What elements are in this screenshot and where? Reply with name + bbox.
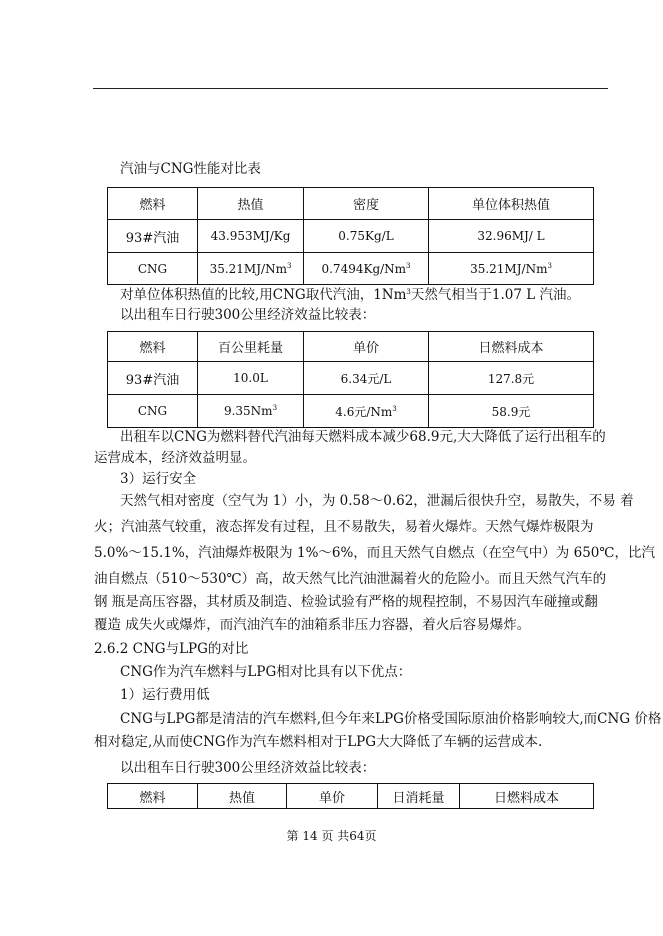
note-text: 对单位体积热值的比较,用CNG取代汽油，1Nm — [120, 287, 407, 303]
col-header: 燃料 — [108, 332, 198, 362]
page-footer: 第 14 页 共64页 — [286, 829, 377, 843]
table-cell — [429, 253, 594, 285]
table-cell: 93#汽油 — [108, 362, 198, 395]
economy-table-2 — [107, 783, 594, 809]
cell-text: 9.35Nm — [223, 404, 273, 418]
table-title-performance: 汽油与CNG性能对比表 — [120, 161, 261, 177]
comparison-note — [120, 286, 580, 304]
table-cell — [198, 395, 304, 428]
col-header: 日燃料成本 — [460, 784, 594, 809]
economy-table — [107, 331, 594, 428]
note-text: 天然气相当于1.07 L 汽油。 — [410, 287, 580, 303]
table-cell — [198, 253, 304, 285]
table-cell: 93#汽油 — [108, 220, 198, 253]
table-cell: 10.0L — [198, 362, 304, 395]
table-title-economy-2: 以出租车日行驶300公里经济效益比较表： — [120, 760, 376, 776]
subheading-safety: 3）运行安全 — [120, 471, 197, 487]
col-header: 热值 — [198, 188, 304, 220]
table-header-row — [108, 784, 594, 809]
table-cell: 6.34元/L — [304, 362, 429, 395]
superscript: 3 — [272, 404, 278, 412]
table-row — [108, 253, 594, 285]
table-row — [108, 362, 594, 395]
col-header: 百公里耗量 — [198, 332, 304, 362]
superscript: 3 — [406, 261, 411, 270]
paragraph-line: 天然气相对密度（空气为 1）小，为 0.58～0.62，泄漏后很快升空，易散失，不易 着 — [120, 493, 634, 509]
col-header: 热值 — [198, 784, 287, 809]
col-header: 密度 — [304, 188, 429, 220]
table-row — [108, 395, 594, 428]
paragraph-line: 5.0%～15.1%，汽油爆炸极限为 1%～6%，而且天然气自燃点（在空气中）为 650℃，比汽 — [94, 545, 655, 561]
paragraph-line: 火；汽油蒸气较重，液态挥发有过程，且不易散失，易着火爆炸。天然气爆炸极限为 — [94, 519, 594, 535]
cell-text: 35.21MJ/Nm — [209, 261, 287, 276]
table-cell: CNG — [108, 253, 198, 285]
col-header: 日消耗量 — [378, 784, 460, 809]
paragraph-line: CNG作为汽车燃料与LPG相对比具有以下优点： — [120, 664, 412, 680]
table-cell: 0.75Kg/L — [304, 220, 429, 253]
superscript: 3 — [286, 261, 292, 270]
cell-text: 0.7494Kg/Nm — [321, 261, 407, 276]
paragraph-line: 运营成本，经济效益明显。 — [94, 450, 256, 466]
subheading-cost: 1）运行费用低 — [120, 687, 210, 703]
table-cell — [304, 395, 429, 428]
paragraph-line: 相对稳定,从而使CNG作为汽车燃料相对于LPG大大降低了车辆的运营成本. — [94, 734, 543, 750]
col-header: 燃料 — [108, 784, 198, 809]
superscript: 3 — [392, 404, 397, 413]
table-header-row — [108, 332, 594, 362]
col-header: 燃料 — [108, 188, 198, 220]
table-row — [108, 220, 594, 253]
col-header: 日燃料成本 — [429, 332, 594, 362]
table-cell: CNG — [108, 395, 198, 428]
table-cell: 32.96MJ/ L — [429, 220, 594, 253]
table-cell: 58.9元 — [429, 395, 594, 428]
paragraph-line: CNG与LPG都是清洁的汽车燃料,但今年来LPG价格受国际原油价格影响较大,而CNG 价格 — [120, 711, 662, 727]
paragraph-line: 出租车以CNG为燃料替代汽油每天燃料成本减少68.9元,大大降低了运行出租车的 — [120, 429, 606, 445]
col-header: 单位体积热值 — [429, 188, 594, 220]
col-header: 单价 — [287, 784, 378, 809]
header-rule — [93, 88, 608, 89]
col-header: 单价 — [304, 332, 429, 362]
section-heading: 2.6.2 CNG与LPG的对比 — [94, 641, 249, 657]
paragraph-line: 覆造 成失火或爆炸，而汽油汽车的油箱系非压力容器，着火后容易爆炸。 — [94, 617, 531, 633]
table-cell — [304, 253, 429, 285]
table-cell: 127.8元 — [429, 362, 594, 395]
paragraph-line: 钢 瓶是高压容器，其材质及制造、检验试验有严格的规程控制，不易因汽车碰撞或翻 — [94, 594, 598, 610]
cell-text: 4.6元/Nm — [335, 404, 393, 419]
table-header-row — [108, 188, 594, 220]
superscript: 3 — [406, 288, 411, 296]
paragraph-line: 油自燃点（510～530℃）高，故天然气比汽油泄漏着火的危险小。而且天然气汽车的 — [94, 571, 607, 587]
performance-table — [107, 187, 594, 285]
table-cell: 43.953MJ/Kg — [198, 220, 304, 253]
cell-text: 35.21MJ/Nm — [470, 261, 548, 276]
table-title-economy: 以出租车日行驶300公里经济效益比较表： — [120, 307, 376, 323]
superscript: 3 — [547, 261, 552, 270]
